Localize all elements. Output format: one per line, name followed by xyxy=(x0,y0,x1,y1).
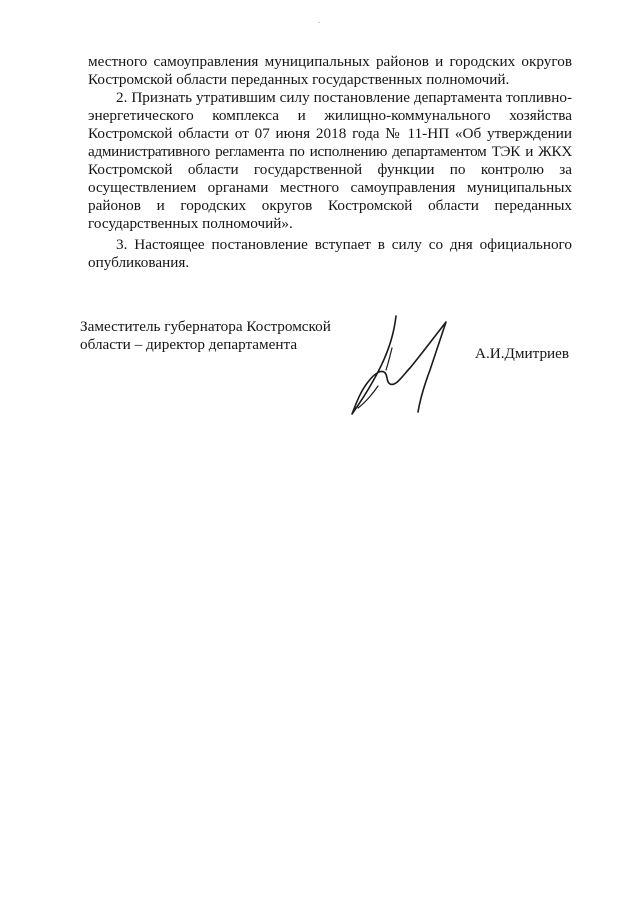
paragraph-2-line-1 xyxy=(116,89,572,106)
line-8-text: осуществлением органами местного самоуправления муниципальных xyxy=(88,179,572,196)
paragraph-2-line-4 xyxy=(88,143,572,160)
line-1-text: местного самоуправления муниципальных районов и городских округов xyxy=(88,53,572,70)
scan-speck xyxy=(318,22,320,23)
handwritten-signature xyxy=(338,312,468,422)
paragraph-2-line-3 xyxy=(88,125,572,142)
line-4-text: энергетического комплекса и жилищно-коммунального хозяйства xyxy=(88,107,572,124)
line-5-text: Костромской области от 07 июня 2018 года № 11-НП «Об утверждении xyxy=(88,125,572,142)
line-7-text: Костромской области государственной функции по контролю за xyxy=(88,161,572,178)
paragraph-3-line-2 xyxy=(88,254,189,271)
line-3-text: 2. Признать утратившим силу постановление департамента топливно- xyxy=(116,89,572,106)
paragraph-3-line-1 xyxy=(116,236,572,253)
paragraph-1-line-2 xyxy=(88,71,509,88)
line-10-text: государственных полномочий». xyxy=(88,215,293,232)
paragraph-2-line-5 xyxy=(88,161,572,178)
line-12-text: опубликования. xyxy=(88,254,190,271)
line-9-text: районов и городских округов Костромской области переданных xyxy=(88,197,572,214)
line-2-text: Костромской области переданных государственных полномочий. xyxy=(88,71,510,88)
line-6-text: административного регламента по исполнению департаментом ТЭК и ЖКХ xyxy=(88,143,572,160)
signatory-position-line-2: области – директор департамента xyxy=(80,336,298,353)
paragraph-2-line-6 xyxy=(88,179,572,196)
paragraph-1-line-1 xyxy=(88,53,572,70)
signatory-position-line-1: Заместитель губернатора Костромской xyxy=(80,318,331,335)
paragraph-2-line-7 xyxy=(88,197,572,214)
paragraph-2-line-8 xyxy=(88,215,293,232)
signatory-name: А.И.Дмитриев xyxy=(475,345,570,362)
paragraph-2-line-2 xyxy=(88,107,572,124)
line-11-text: 3. Настоящее постановление вступает в силу со дня официального xyxy=(116,236,572,253)
